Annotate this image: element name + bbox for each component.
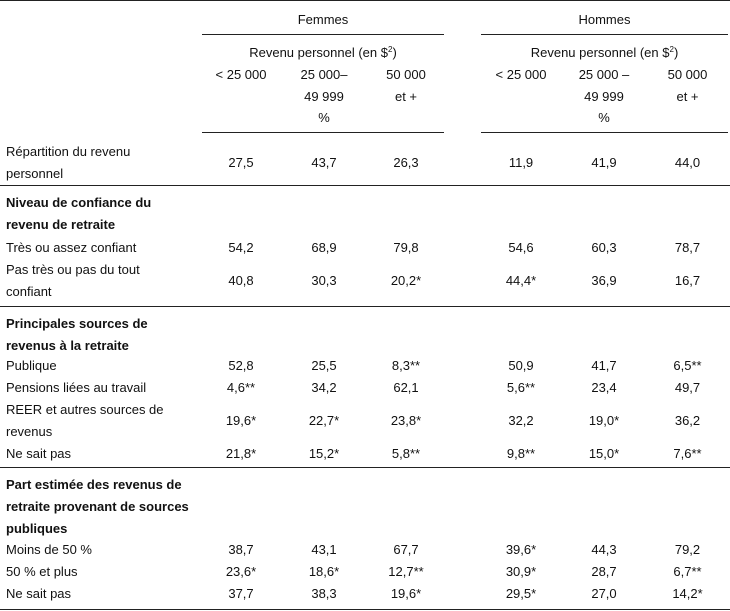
table-cell: 21,8* bbox=[225, 446, 257, 461]
table-cell: 62,1 bbox=[393, 380, 419, 395]
col-header: < 25 000 bbox=[215, 67, 267, 82]
section-heading: revenus à la retraite bbox=[6, 338, 129, 353]
table-cell: 5,6** bbox=[506, 380, 536, 395]
row-label: revenus bbox=[6, 424, 53, 439]
table-cell: 41,7 bbox=[591, 358, 617, 373]
table-cell: 49,7 bbox=[674, 380, 701, 395]
rule-2 bbox=[0, 306, 730, 307]
table-cell: 6,5** bbox=[673, 358, 702, 373]
table-cell: 15,2* bbox=[308, 446, 340, 461]
row-label: Publique bbox=[6, 358, 57, 373]
table-cell: 79,2 bbox=[674, 542, 701, 557]
table-cell: 28,7 bbox=[591, 564, 617, 579]
table-cell: 38,7 bbox=[228, 542, 254, 557]
col-header: et + bbox=[676, 89, 699, 104]
table-cell: 60,3 bbox=[591, 240, 617, 255]
table-cell: 30,3 bbox=[311, 273, 337, 288]
table-cell: 38,3 bbox=[311, 586, 337, 601]
row-label: Très ou assez confiant bbox=[6, 240, 137, 255]
group-header-hommes: Hommes bbox=[578, 12, 631, 27]
femmes-header-rule bbox=[202, 132, 444, 133]
section-heading: Niveau de confiance du bbox=[6, 195, 152, 210]
row-label: Ne sait pas bbox=[6, 586, 72, 601]
table-cell: 78,7 bbox=[674, 240, 701, 255]
table-cell: 23,8* bbox=[390, 413, 422, 428]
table-cell: 7,6** bbox=[673, 446, 702, 461]
col-header: 49 999 bbox=[304, 89, 344, 104]
table-cell: 14,2* bbox=[672, 586, 703, 601]
table-cell: 32,2 bbox=[508, 413, 534, 428]
table-cell: 19,0* bbox=[588, 413, 620, 428]
table-cell: 18,6* bbox=[308, 564, 340, 579]
table-cell: 44,4* bbox=[505, 273, 537, 288]
section-heading: publiques bbox=[6, 521, 68, 536]
table-cell: 79,8 bbox=[393, 240, 419, 255]
table-cell: 50,9 bbox=[508, 358, 534, 373]
table-cell: 19,6* bbox=[225, 413, 257, 428]
hommes-header-rule bbox=[481, 132, 728, 133]
row-label: Ne sait pas bbox=[6, 446, 72, 461]
row-label: confiant bbox=[6, 284, 52, 299]
table-cell: 43,7 bbox=[311, 155, 337, 170]
table-cell: 8,3** bbox=[391, 358, 421, 373]
col-header: 50 000 bbox=[386, 67, 426, 82]
table-cell: 34,2 bbox=[311, 380, 337, 395]
bottom-rule bbox=[0, 609, 730, 610]
row-label: Pas très ou pas du tout bbox=[6, 262, 140, 277]
col-header: 25 000 – bbox=[578, 67, 630, 82]
rule-3 bbox=[0, 467, 730, 468]
table-cell: 23,4 bbox=[591, 380, 617, 395]
row-label: REER et autres sources de bbox=[6, 402, 164, 417]
row-label: personnel bbox=[6, 166, 64, 181]
section-heading: Part estimée des revenus de bbox=[6, 477, 182, 492]
table-cell: 36,2 bbox=[674, 413, 701, 428]
table-cell: 27,5 bbox=[228, 155, 254, 170]
table-cell: 19,6* bbox=[390, 586, 422, 601]
table-cell: 44,0 bbox=[674, 155, 701, 170]
table-cell: 4,6** bbox=[226, 380, 256, 395]
table-cell: 40,8 bbox=[228, 273, 254, 288]
row-label: Moins de 50 % bbox=[6, 542, 92, 557]
table-cell: 12,7** bbox=[388, 564, 424, 579]
table-cell: 16,7 bbox=[674, 273, 701, 288]
col-header-unit: % bbox=[318, 110, 330, 125]
section-heading: Principales sources de bbox=[6, 316, 148, 331]
table-cell: 54,6 bbox=[508, 240, 534, 255]
col-header: 49 999 bbox=[584, 89, 624, 104]
section-heading: revenu de retraite bbox=[6, 217, 116, 232]
table-cell: 37,7 bbox=[228, 586, 254, 601]
table-cell: 23,6* bbox=[225, 564, 257, 579]
table-cell: 25,5 bbox=[311, 358, 337, 373]
row-label: 50 % et plus bbox=[6, 564, 78, 579]
table-cell: 54,2 bbox=[228, 240, 254, 255]
femmes-rule bbox=[202, 34, 444, 35]
table-cell: 15,0* bbox=[588, 446, 620, 461]
table-cell: 22,7* bbox=[308, 413, 340, 428]
table-cell: 68,9 bbox=[311, 240, 337, 255]
row-label: Répartition du revenu bbox=[6, 144, 131, 159]
table-cell: 9,8** bbox=[506, 446, 536, 461]
subheader-femmes: Revenu personnel (en \$$^2$) bbox=[249, 45, 397, 60]
hommes-rule bbox=[481, 34, 728, 35]
table-cell: 39,6* bbox=[505, 542, 537, 557]
table-cell: 36,9 bbox=[591, 273, 617, 288]
table-cell: 6,7** bbox=[673, 564, 702, 579]
col-header: < 25 000 bbox=[495, 67, 547, 82]
row-label: Pensions liées au travail bbox=[6, 380, 147, 395]
top-rule bbox=[0, 0, 730, 1]
subheader-hommes: Revenu personnel (en \$$^2$) bbox=[530, 45, 679, 60]
table-cell: 11,9 bbox=[508, 155, 534, 170]
table-cell: 43,1 bbox=[311, 542, 337, 557]
table-cell: 44,3 bbox=[591, 542, 617, 557]
table-cell: 52,8 bbox=[228, 358, 254, 373]
rule-1 bbox=[0, 185, 730, 186]
section-heading: retraite provenant de sources bbox=[6, 499, 189, 514]
table-cell: 41,9 bbox=[591, 155, 617, 170]
table-cell: 20,2* bbox=[390, 273, 422, 288]
col-header: et + bbox=[394, 89, 418, 104]
table-cell: 29,5* bbox=[505, 586, 537, 601]
table-cell: 67,7 bbox=[393, 542, 419, 557]
col-header-unit: % bbox=[598, 110, 610, 125]
table-cell: 30,9* bbox=[505, 564, 537, 579]
table-cell: 26,3 bbox=[393, 155, 419, 170]
table-cell: 5,8** bbox=[391, 446, 421, 461]
group-header-femmes: Femmes bbox=[297, 12, 349, 27]
col-header: 25 000– bbox=[300, 67, 348, 82]
col-header: 50 000 bbox=[667, 67, 708, 82]
table-cell: 27,0 bbox=[591, 586, 617, 601]
